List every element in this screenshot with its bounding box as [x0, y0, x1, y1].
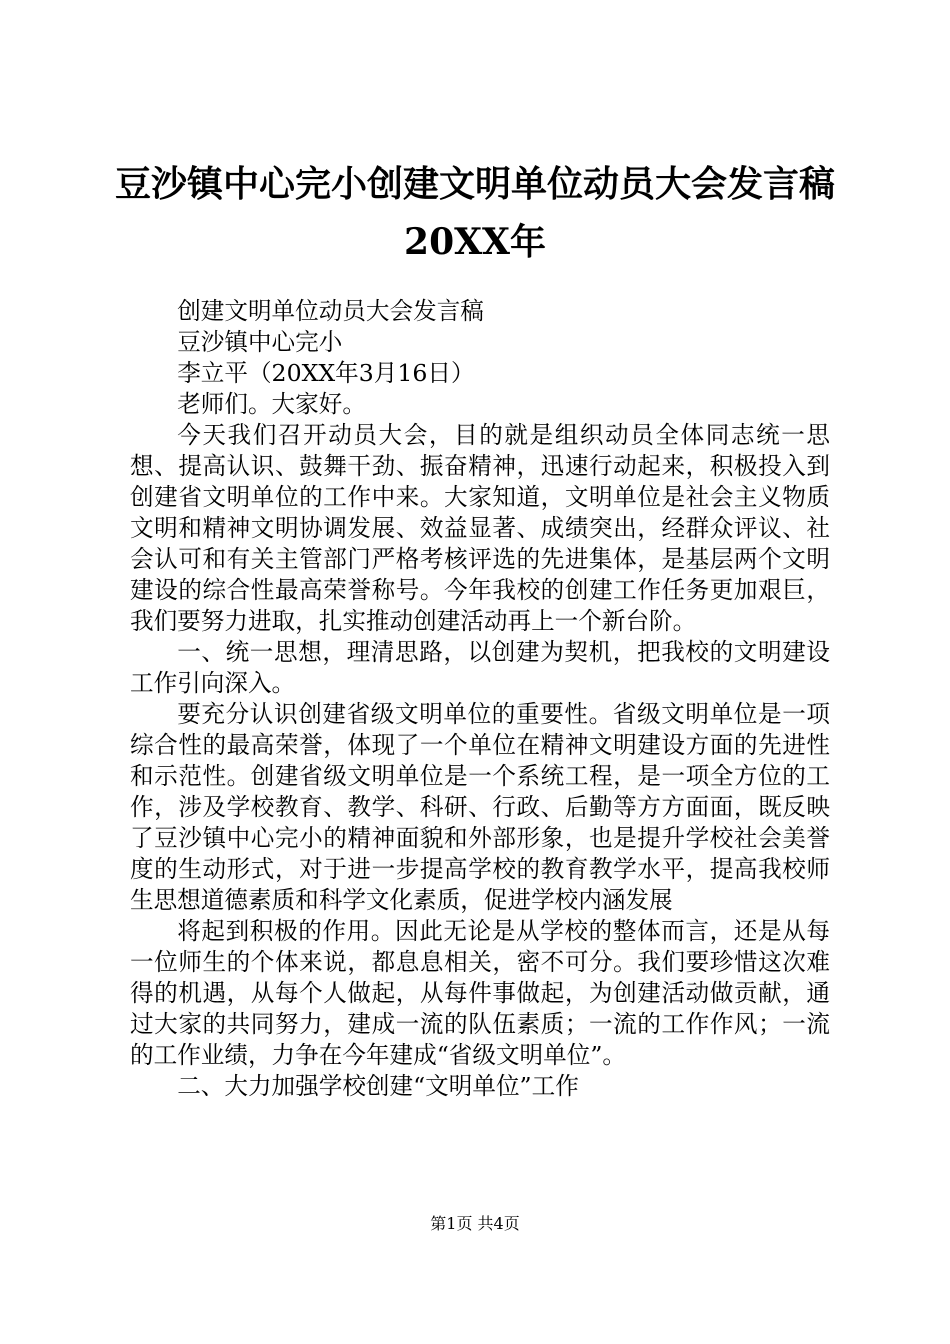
paragraph-school-name: 豆沙镇中心完小	[177, 328, 343, 356]
paragraph-importance: 要充分认识创建省级文明单位的重要性。省级文明单位是一项综合性的最高荣誉，体现了一个单位在精神文明建设方面的先进性和示范性。创建省级文明单位是一个系统工程，是一项全方位的工作，涉及学校教育、教学、科研、行政、后勤等方方面面，既反映了豆沙镇中心完小的精神面貌和外部形象，也是提升学校社会美誉度的生动形式，对于进一步提高学校的教育教学水平，提高我校师生思想道德素质和科学文化素质，促进学校内涵发展	[130, 700, 830, 914]
page-number-footer: 第1页 共4页	[430, 1214, 520, 1233]
document-title-line-1: 豆沙镇中心完小创建文明单位动员大会发言稿	[114, 163, 835, 205]
document-body	[130, 296, 830, 1102]
paragraph-effect: 将起到积极的作用。因此无论是从学校的整体而言，还是从每一位师生的个体来说，都息息相关，密不可分。我们要珍惜这次难得的机遇，从每个人做起，从每件事做起，为创建活动做贡献，通过大家的共同努力，建成一流的队伍素质；一流的工作作风；一流的工作业绩，力争在今年建成“省级文明单位”。	[130, 917, 830, 1069]
paragraph-section-2-heading: 二、大力加强学校创建“文明单位”工作	[177, 1072, 579, 1100]
paragraph-intro: 今天我们召开动员大会，目的就是组织动员全体同志统一思想、提高认识、鼓舞干劲、振奋精神，迅速行动起来，积极投入到创建省文明单位的工作中来。大家知道，文明单位是社会主义物质文明和精神文明协调发展、效益显著、成绩突出，经群众评议、社会认可和有关主管部门严格考核评选的先进集体，是基层两个文明建设的综合性最高荣誉称号。今年我校的创建工作任务更加艰巨，我们要努力进取，扎实推动创建活动再上一个新台阶。	[130, 421, 830, 635]
paragraph-greeting: 老师们。大家好。	[177, 390, 366, 418]
paragraph-speech-title: 创建文明单位动员大会发言稿	[177, 297, 484, 325]
paragraph-author-date: 李立平（20XX年3月16日）	[177, 359, 475, 387]
document-title-line-2: 20XX年	[404, 221, 546, 263]
paragraph-section-1-heading: 一、统一思想，理清思路，以创建为契机，把我校的文明建设工作引向深入。	[130, 638, 830, 697]
